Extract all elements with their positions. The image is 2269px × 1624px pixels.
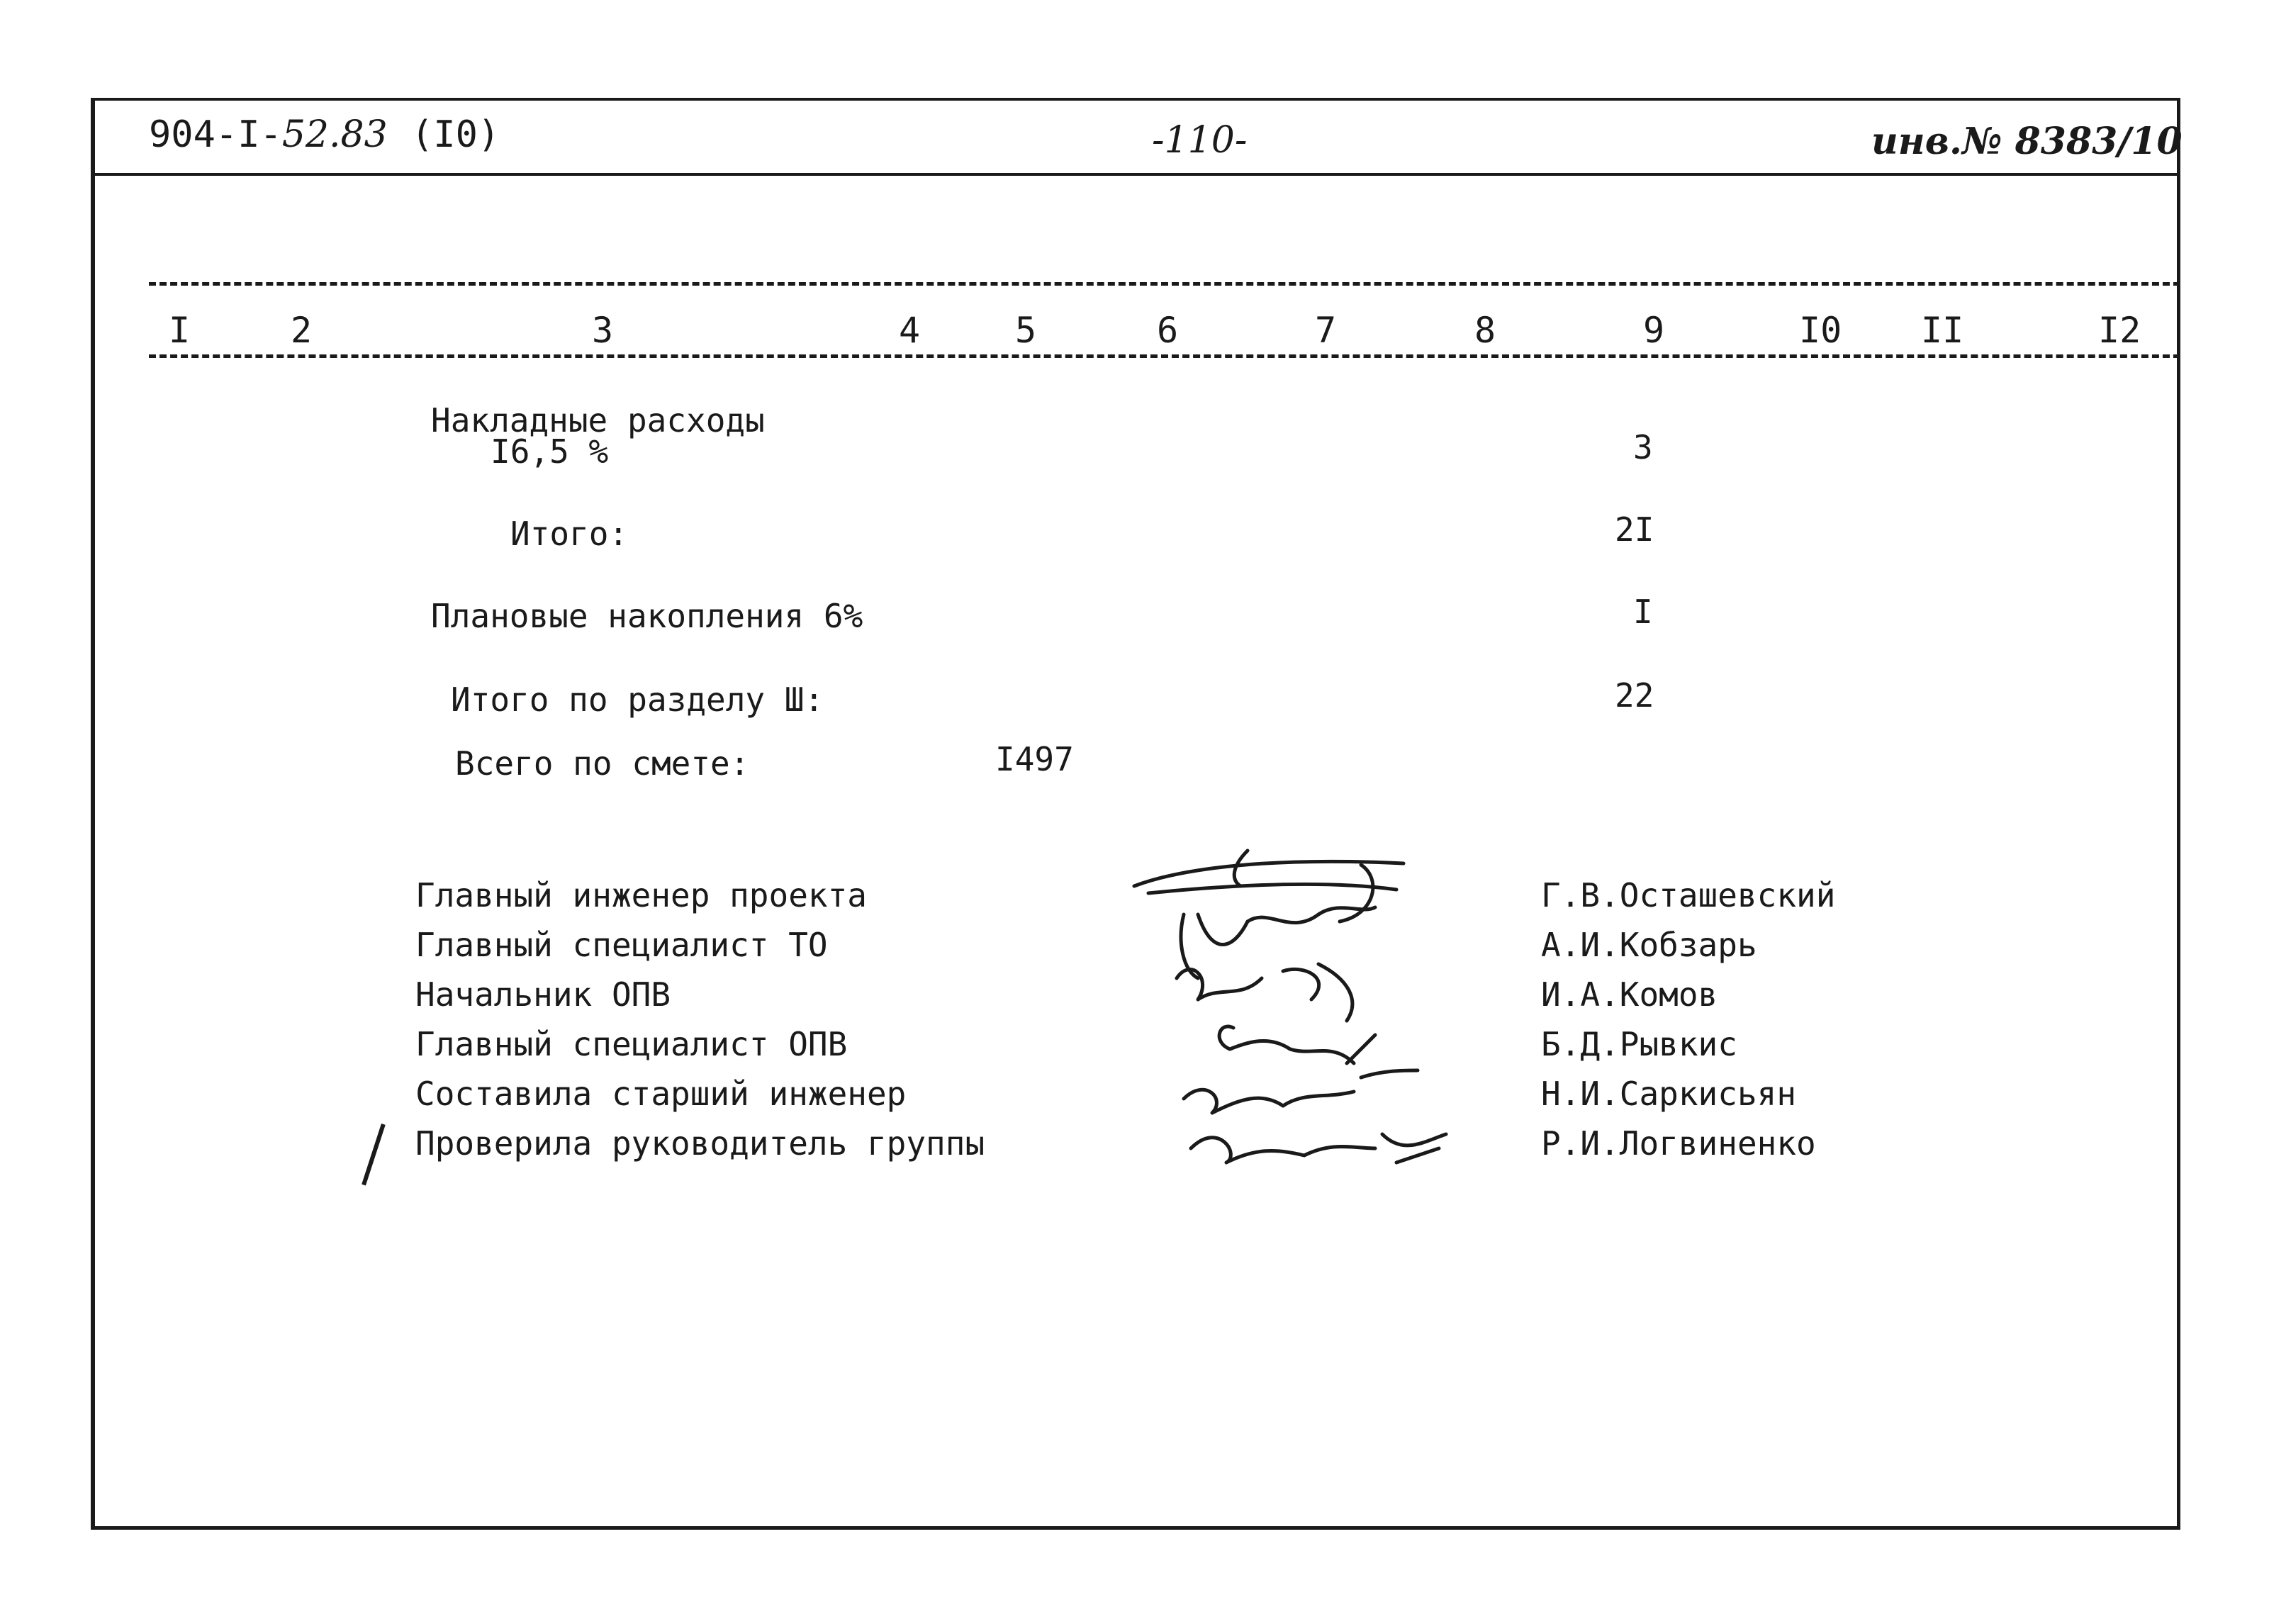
- inventory-number: инв.№ 8383/10: [1871, 120, 2183, 163]
- column-number-11: II: [1921, 310, 1964, 351]
- signature-name-3: И.А.Комов: [1541, 975, 1718, 1014]
- row-section-total-label: Итого по разделу Ш:: [451, 681, 824, 719]
- row-section-total-value: 22: [1615, 676, 1654, 715]
- signature-role-5: Составила старший инженер: [415, 1075, 907, 1113]
- row-overhead-value: 3: [1633, 428, 1653, 466]
- sheet-marker: (I0): [411, 113, 500, 156]
- signature-stroke-2: [1181, 907, 1375, 978]
- signature-stroke-5: [1184, 1070, 1418, 1113]
- row-planned-savings-value: I: [1633, 593, 1653, 631]
- row-grand-total-value: I497: [995, 740, 1074, 778]
- signature-name-2: А.И.Кобзарь: [1541, 926, 1757, 964]
- document-code-printed: 904-I-: [149, 113, 282, 156]
- page-frame: [91, 98, 2180, 1530]
- column-number-7: 7: [1315, 310, 1337, 351]
- handwritten-signatures: [1106, 836, 1474, 1177]
- signature-name-6: Р.И.Логвиненко: [1541, 1124, 1816, 1163]
- column-number-1: I: [169, 310, 191, 351]
- signature-stroke-4: [1219, 1026, 1375, 1063]
- column-number-4: 4: [899, 310, 921, 351]
- signature-role-2: Главный специалист ТО: [415, 926, 828, 964]
- column-number-3: 3: [592, 310, 614, 351]
- row-planned-savings-label: Плановые накопления 6%: [431, 597, 863, 635]
- column-number-9: 9: [1643, 310, 1665, 351]
- document-code: [149, 113, 388, 156]
- signature-stroke-3: [1177, 964, 1352, 1021]
- signature-name-5: Н.И.Саркисьян: [1541, 1075, 1797, 1113]
- signature-role-3: Начальник ОПВ: [415, 975, 671, 1014]
- signature-role-4: Главный специалист ОПВ: [415, 1025, 848, 1063]
- signature-name-1: Г.В.Осташевский: [1541, 876, 1836, 914]
- signature-stroke-6: [1191, 1134, 1446, 1163]
- column-number-12: I2: [2098, 310, 2141, 351]
- row-grand-total-label: Всего по смете:: [455, 744, 750, 783]
- row-overhead-label: Накладные расходы: [431, 401, 765, 439]
- row-subtotal-label: Итого:: [510, 515, 629, 553]
- signature-name-4: Б.Д.Рывкис: [1541, 1025, 1737, 1063]
- row-overhead-rate: I6,5 %: [491, 432, 609, 471]
- page-number: -110-: [1152, 119, 1248, 162]
- column-number-2: 2: [291, 310, 313, 351]
- row-subtotal-value: 2I: [1615, 510, 1654, 549]
- header-rule: [91, 173, 2180, 176]
- signature-role-1: Главный инженер проекта: [415, 876, 867, 914]
- document-code-handwritten: 52.83: [281, 113, 388, 156]
- column-number-5: 5: [1015, 310, 1037, 351]
- column-number-6: 6: [1157, 310, 1179, 351]
- column-header-top-rule: [149, 282, 2180, 286]
- column-number-8: 8: [1474, 310, 1496, 351]
- signature-role-6: Проверила руководитель группы: [415, 1124, 985, 1163]
- column-number-10: I0: [1799, 310, 1842, 351]
- column-header-bottom-rule: [149, 354, 2180, 358]
